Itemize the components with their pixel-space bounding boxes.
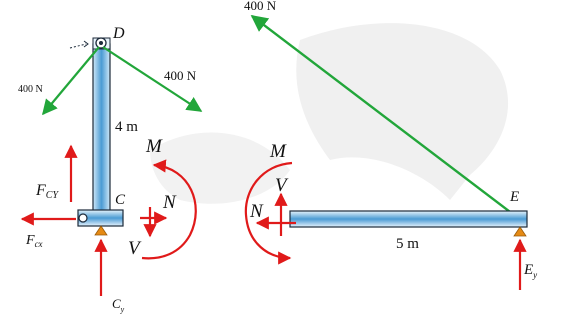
shear-label-left: V (128, 238, 140, 259)
member-beam (290, 211, 527, 227)
normal-label-right: N (250, 201, 263, 222)
fcy-label: FCY (36, 182, 59, 201)
shear-label-right: V (275, 175, 287, 196)
joint-d-label: D (113, 25, 125, 42)
normal-label-left: N (163, 192, 176, 213)
force-400n-right-label: 400 N (164, 68, 197, 83)
force-400n-left-arrow (43, 47, 99, 114)
angle-mark (70, 44, 86, 48)
joint-c-label: C (115, 192, 126, 208)
member-cd (93, 44, 110, 214)
background-watermark (150, 23, 508, 204)
ey-label: $E_y$ (524, 262, 538, 280)
pin-joint-icon (79, 214, 87, 222)
joint-e-label: E (510, 189, 520, 205)
force-400n-left-label: 400 N (18, 84, 43, 95)
force-400n-cable-label: 400 N (244, 0, 277, 13)
moment-label-right: M (270, 141, 286, 162)
fcx-label: $F_{cx}$ (26, 233, 43, 249)
length-5m-label: 5 m (396, 236, 419, 252)
length-4m-label: 4 m (115, 119, 138, 135)
moment-label-left: M (146, 136, 162, 157)
triangle-support-icon-e (514, 227, 526, 236)
cy-label: $C_y$ (112, 296, 125, 314)
triangle-support-icon (95, 226, 107, 235)
